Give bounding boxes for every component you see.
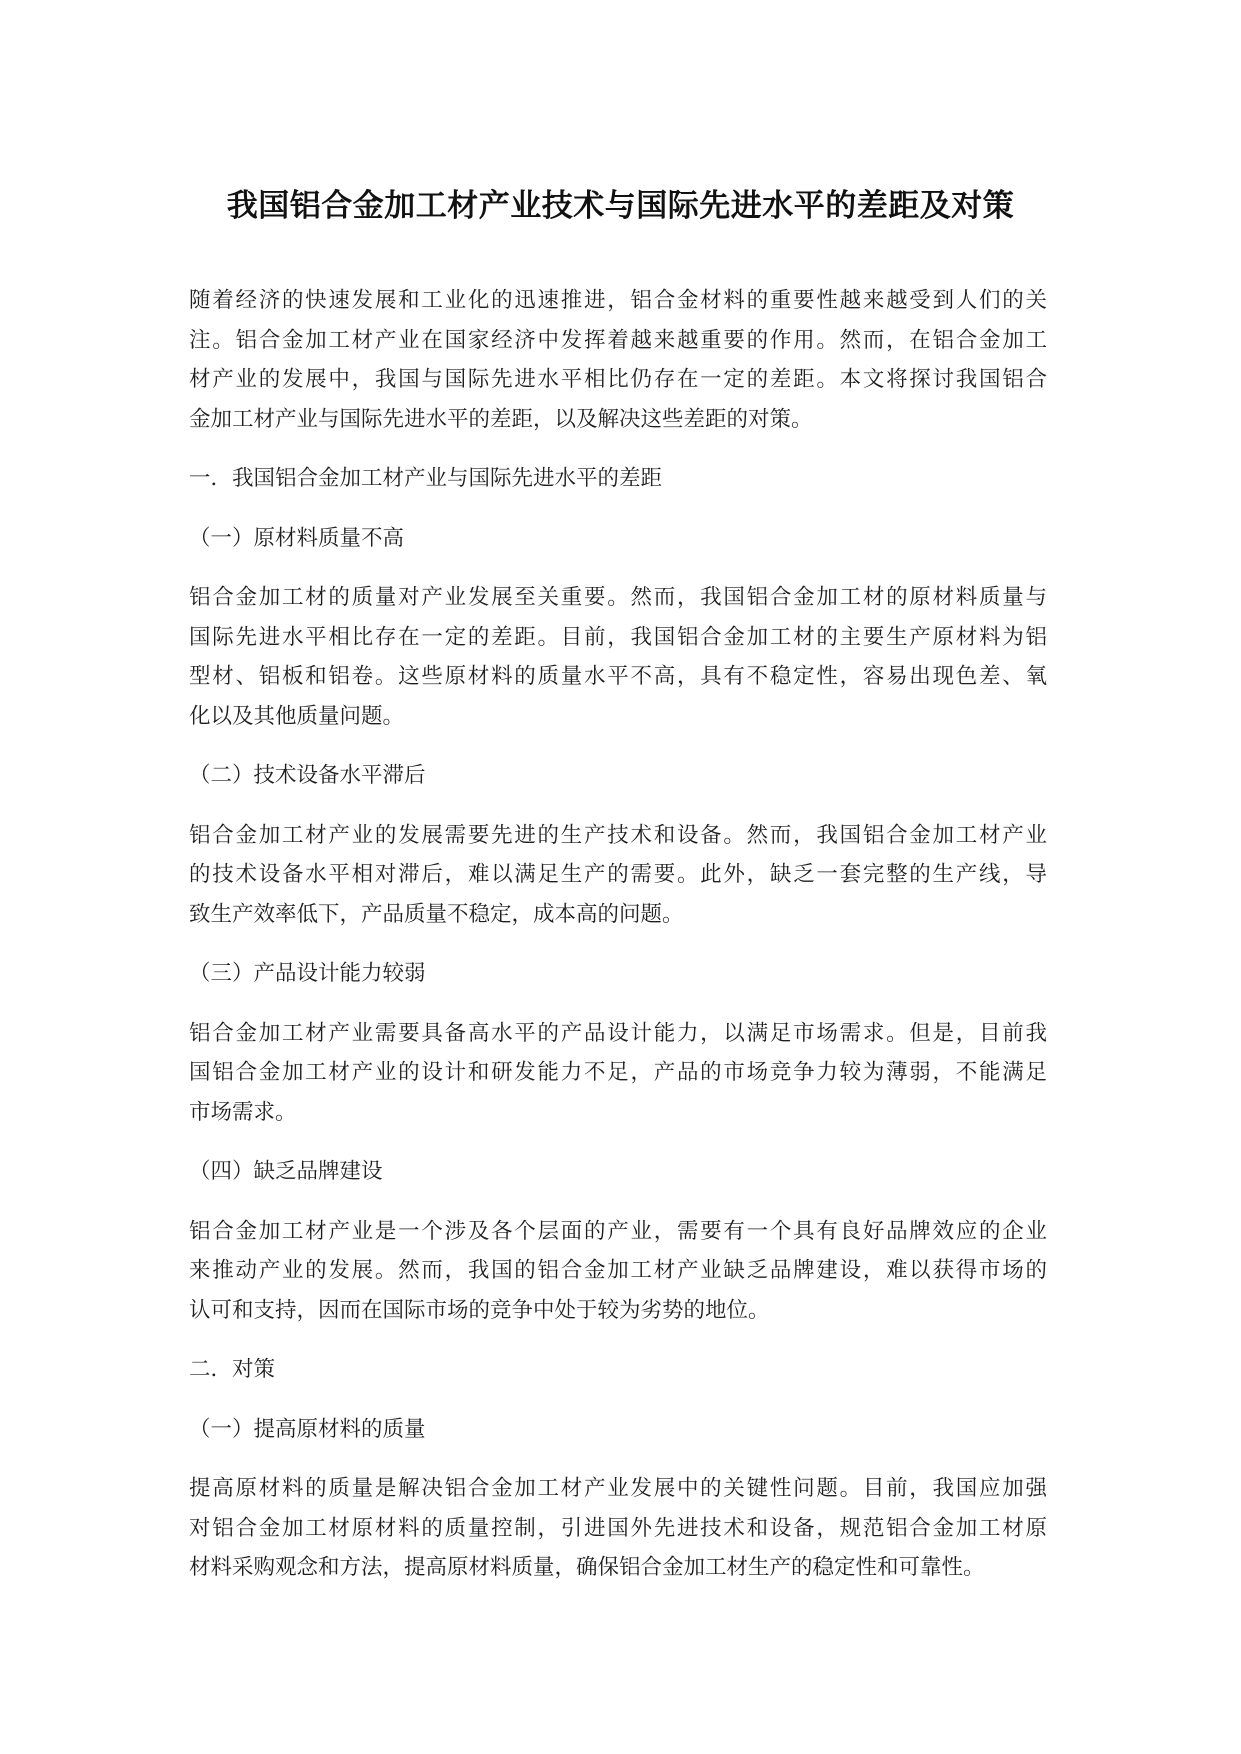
text-line: 金加工材产业与国际先进水平的差距，以及解决这些差距的对策。 <box>189 406 813 432</box>
text-line: 来推动产业的发展。然而，我国的铝合金加工材产业缺乏品牌建设，难以获得市场的 <box>189 1258 1047 1283</box>
text-line: 型材、铝板和铝卷。这些原材料的质量水平不高，具有不稳定性，容易出现色差、氧 <box>189 664 1047 689</box>
text-line: 材产业的发展中，我国与国际先进水平相比仍存在一定的差距。本文将探讨我国铝合 <box>189 367 1047 392</box>
document-body <box>189 281 1047 1608</box>
text-line: 国铝合金加工材产业的设计和研发能力不足，产品的市场竞争力较为薄弱，不能满足 <box>189 1060 1047 1085</box>
text-line: 市场需求。 <box>189 1099 297 1125</box>
subsection-heading-1-1: （一）原材料质量不高 <box>189 525 405 551</box>
text-line: 对铝合金加工材原材料的质量控制，引进国外先进技术和设备，规范铝合金加工材原 <box>189 1515 1047 1541</box>
text-line: 注。铝合金加工材产业在国家经济中发挥着越来越重要的作用。然而，在铝合金加工 <box>189 327 1047 353</box>
paragraph-1-4 <box>189 1212 1047 1331</box>
text-line: 铝合金加工材产业的发展需要先进的生产技术和设备。然而，我国铝合金加工材产业 <box>189 822 1047 848</box>
text-line: 认可和支持，因而在国际市场的竞争中处于较为劣势的地位。 <box>189 1297 770 1323</box>
subsection-heading-2-1: （一）提高原材料的质量 <box>189 1416 426 1442</box>
text-line: 化以及其他质量问题。 <box>189 703 405 729</box>
subsection-heading-1-2: （二）技术设备水平滞后 <box>189 763 426 788</box>
subsection-heading-1-3: （三）产品设计能力较弱 <box>189 961 426 986</box>
intro-paragraph <box>189 281 1047 439</box>
text-line: 提高原材料的质量是解决铝合金加工材产业发展中的关键性问题。目前，我国应加强 <box>189 1476 1047 1501</box>
section-heading-1: 一．我国铝合金加工材产业与国际先进水平的差距 <box>189 466 663 491</box>
text-line: 随着经济的快速发展和工业化的迅速推进，铝合金材料的重要性越来越受到人们的关 <box>189 288 1047 313</box>
text-line: 铝合金加工材的质量对产业发展至关重要。然而，我国铝合金加工材的原材料质量与 <box>189 585 1047 610</box>
document-title: 我国铝合金加工材产业技术与国际先进水平的差距及对策 <box>226 188 1015 224</box>
subsection-heading-1-4: （四）缺乏品牌建设 <box>189 1159 383 1184</box>
text-line: 铝合金加工材产业是一个涉及各个层面的产业，需要有一个具有良好品牌效应的企业 <box>189 1218 1047 1244</box>
text-line: 材料采购观念和方法，提高原材料质量，确保铝合金加工材生产的稳定性和可靠性。 <box>189 1555 985 1580</box>
paragraph-2-1 <box>189 1469 1047 1588</box>
text-line: 国际先进水平相比存在一定的差距。目前，我国铝合金加工材的主要生产原材料为铝 <box>189 624 1047 650</box>
text-line: 的技术设备水平相对滞后，难以满足生产的需要。此外，缺乏一套完整的生产线，导 <box>189 862 1047 887</box>
paragraph-1-1 <box>189 578 1047 736</box>
paragraph-1-2 <box>189 816 1047 935</box>
text-line: 铝合金加工材产业需要具备高水平的产品设计能力，以满足市场需求。但是，目前我 <box>189 1020 1047 1046</box>
text-line: 致生产效率低下，产品质量不稳定，成本高的问题。 <box>189 901 684 927</box>
section-heading-2: 二．对策 <box>189 1357 276 1382</box>
paragraph-1-3 <box>189 1014 1047 1133</box>
